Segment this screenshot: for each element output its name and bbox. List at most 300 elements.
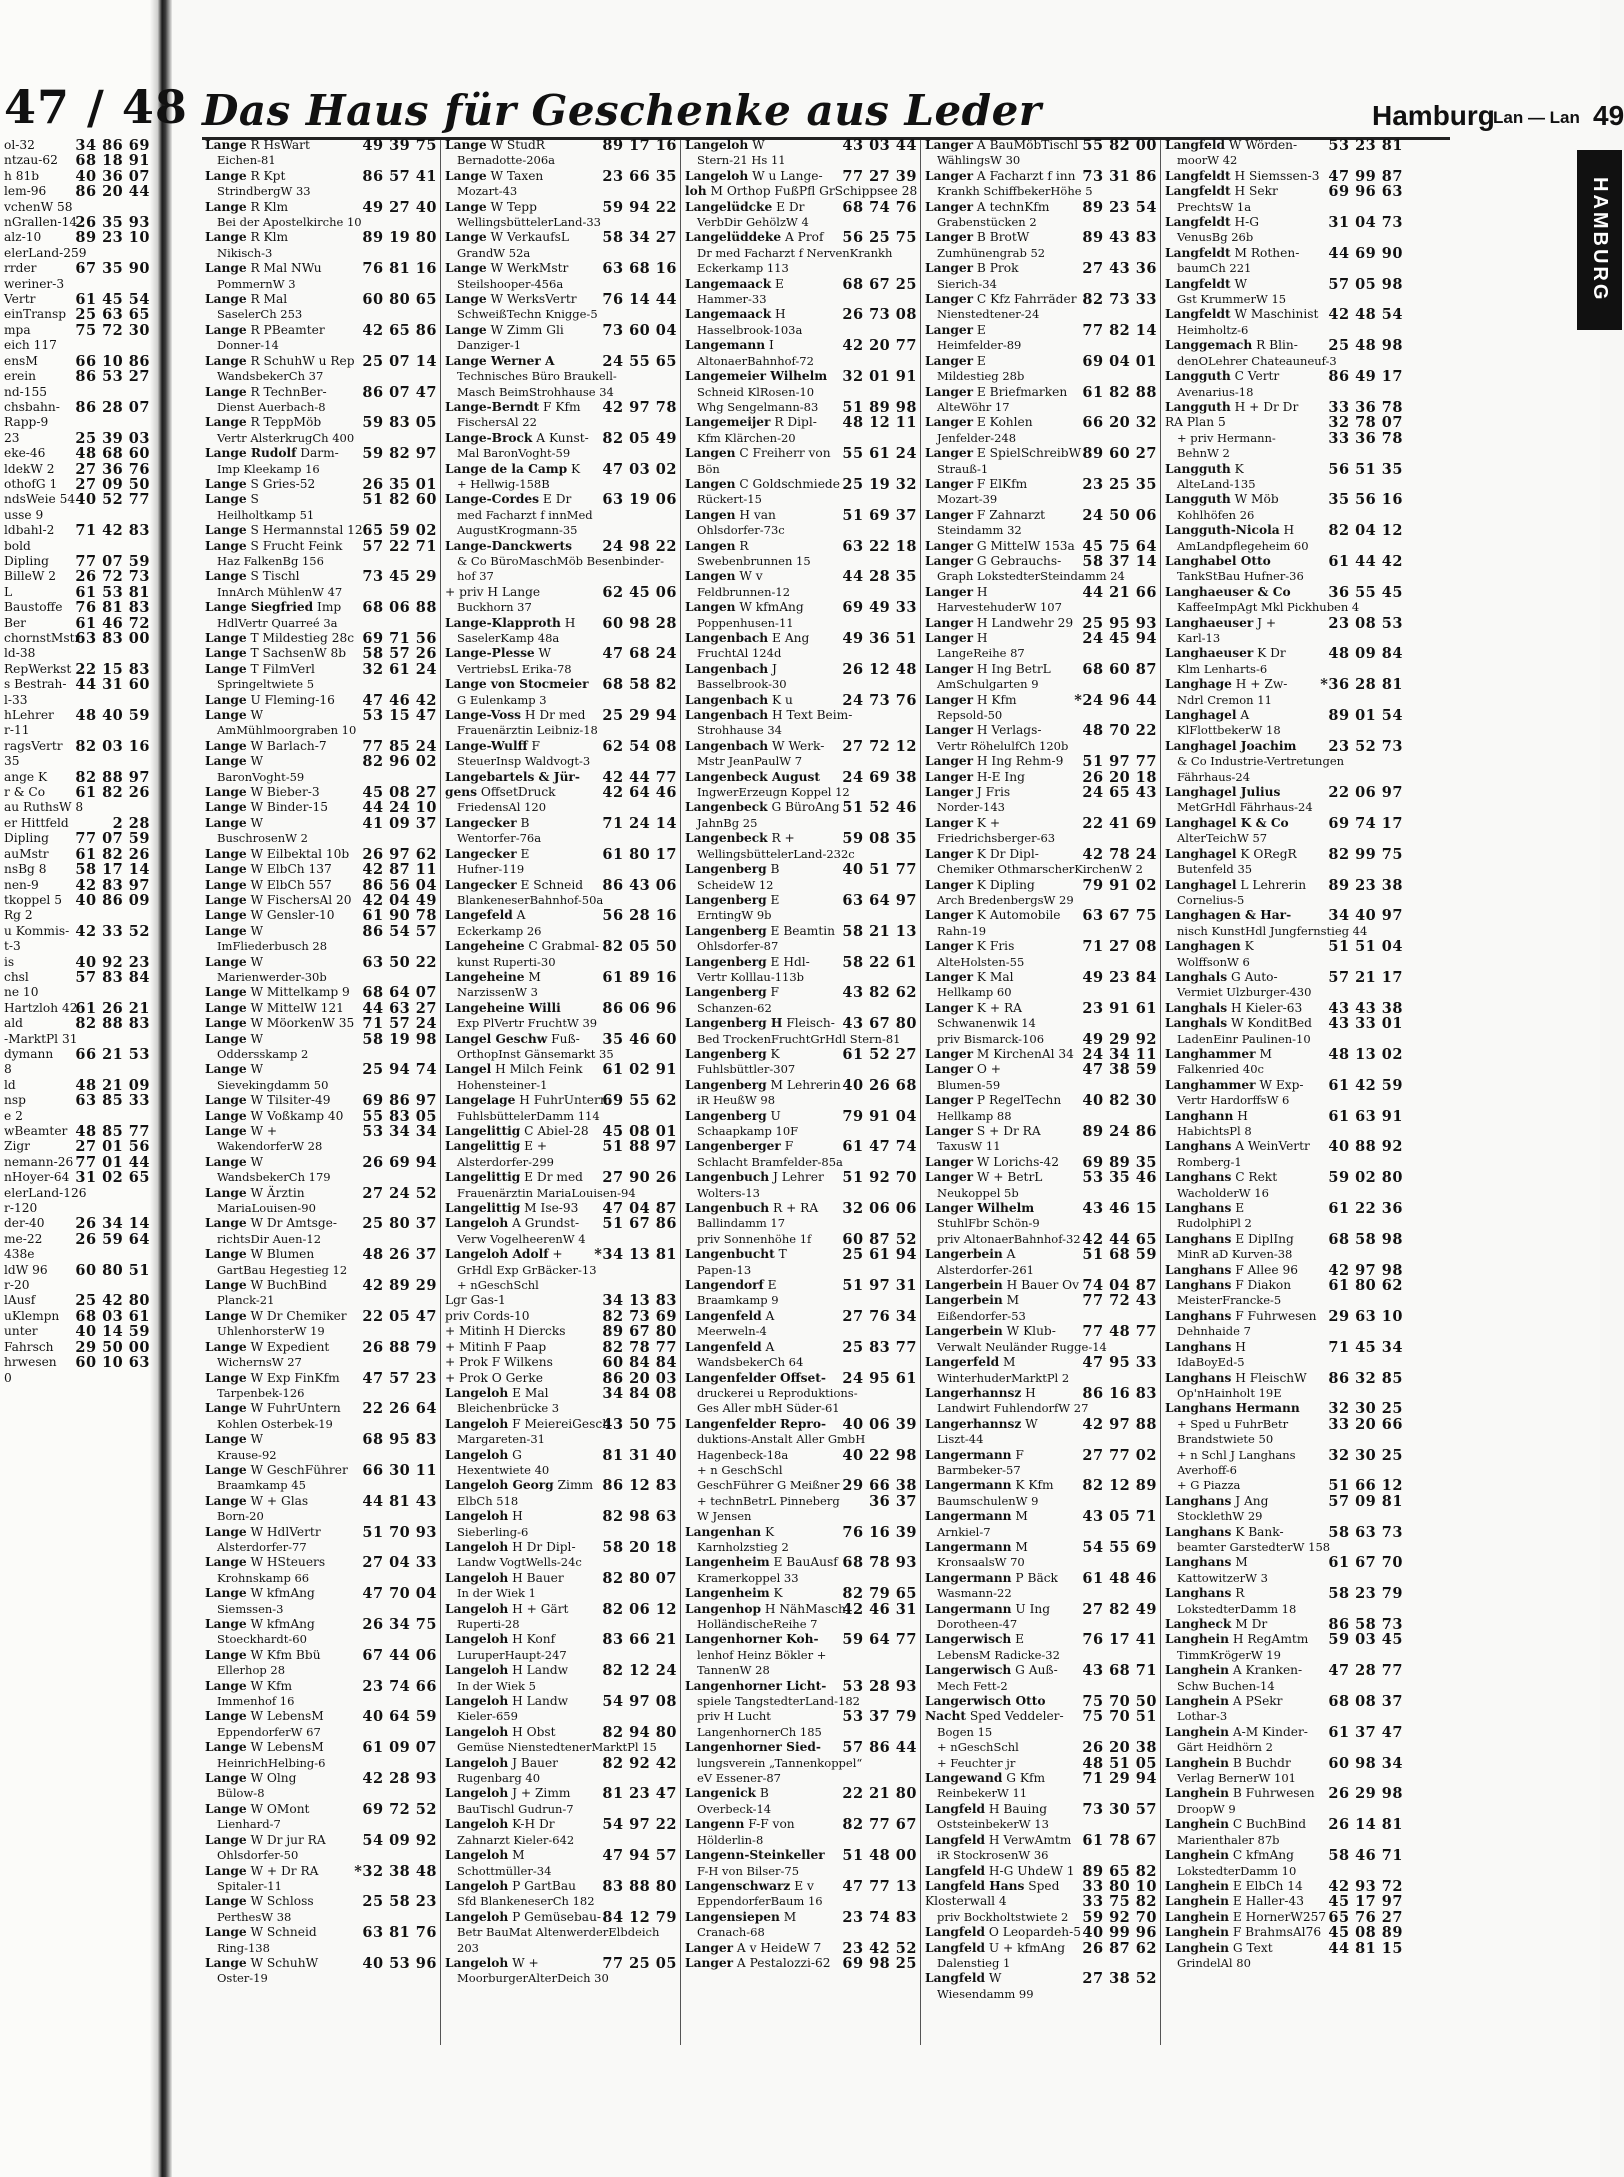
entry-name: Lange xyxy=(205,230,247,245)
column-rule xyxy=(1160,140,1161,2045)
phone-number: 26 35 93 xyxy=(75,214,150,232)
directory-entry xyxy=(445,1879,677,1894)
phone-number: 60 84 84 xyxy=(602,1354,677,1372)
entry-address-line xyxy=(445,1941,677,1956)
entry-name: Lange xyxy=(205,292,247,307)
address-text: Ohlsdorfer-50 xyxy=(217,1848,299,1863)
address-text: Papen-13 xyxy=(697,1262,752,1277)
directory-entry-fragment xyxy=(4,1047,150,1062)
directory-entry-fragment xyxy=(4,816,150,831)
address-text: hof 37 xyxy=(457,569,494,584)
entry-address-line xyxy=(205,1941,437,1956)
entry-name: Lange xyxy=(205,1278,247,1293)
entry-name: Lange xyxy=(205,523,247,538)
directory-entry xyxy=(685,1139,917,1154)
directory-entry-fragment xyxy=(4,1371,150,1386)
entry-details: G Kfm xyxy=(1002,1771,1046,1786)
entry-address-line xyxy=(925,955,1157,970)
directory-entry xyxy=(925,1386,1157,1401)
directory-entry xyxy=(1165,338,1403,353)
phone-number: 61 42 59 xyxy=(1328,1076,1403,1094)
entry-address-line xyxy=(685,1833,917,1848)
entry-details: G MittelW 153a xyxy=(973,538,1075,553)
entry-address-line xyxy=(925,246,1157,261)
phone-number: 86 58 73 xyxy=(1328,1616,1403,1633)
directory-entry xyxy=(925,878,1157,893)
directory-entry-fragment xyxy=(4,970,150,985)
entry-name: Langer xyxy=(925,261,974,276)
phone-number: 61 44 42 xyxy=(1328,552,1403,570)
entry-name: Langer xyxy=(685,1940,734,1955)
address-text: Basselbrook-30 xyxy=(697,677,787,692)
entry-address-line xyxy=(685,1062,917,1077)
entry-name: Langeloh xyxy=(445,1447,509,1462)
entry-name: Langeloh xyxy=(445,1724,509,1739)
phone-number: 82 80 07 xyxy=(602,1569,677,1587)
address-text: Dalenstieg 1 xyxy=(937,1955,1011,1970)
directory-entry xyxy=(205,662,437,677)
address-text: Schaapkamp 10F xyxy=(697,1124,799,1138)
address-text: eV Essener-87 xyxy=(697,1771,781,1786)
entry-name: Langer xyxy=(925,1124,974,1138)
entry-address-line xyxy=(925,677,1157,692)
entry-address-line xyxy=(925,800,1157,815)
entry-details: RA Plan 5 xyxy=(1165,415,1226,430)
phone-number: 36 55 45 xyxy=(1328,583,1403,601)
entry-details: W Bieber-3 xyxy=(246,785,320,800)
entry-text: rrder xyxy=(4,261,37,276)
entry-details: K xyxy=(769,1586,783,1601)
directory-entry xyxy=(205,1494,437,1509)
entry-address-line xyxy=(1165,1956,1403,1971)
directory-entry xyxy=(445,677,677,692)
column-rule xyxy=(920,140,921,2045)
entry-name: Lange-Plesse xyxy=(445,646,535,661)
address-text: Bleichenbrücke 3 xyxy=(457,1401,560,1416)
phone-number: 47 95 33 xyxy=(1082,1354,1157,1372)
entry-details: R xyxy=(1231,1586,1245,1601)
entry-name: Lange-Voss xyxy=(445,708,521,723)
directory-entry xyxy=(925,1925,1157,1940)
phone-number: 82 79 65 xyxy=(842,1585,917,1603)
address-text: MetGrHdl Fährhaus-24 xyxy=(1177,800,1313,815)
entry-name: Langeloh xyxy=(445,1509,509,1524)
phone-number: 59 82 97 xyxy=(362,445,437,463)
entry-details: C Kfz Fahrräder xyxy=(973,292,1077,307)
entry-name: Langfeldt xyxy=(1165,245,1231,260)
entry-details: W WerkMstr xyxy=(486,261,569,276)
entry-text: auMstr xyxy=(4,846,49,861)
entry-details: R xyxy=(735,538,749,553)
address-text: IdaBoyEd-5 xyxy=(1177,1355,1245,1370)
directory-entry xyxy=(925,1201,1157,1216)
directory-entry xyxy=(925,1941,1157,1956)
phone-number: 23 74 66 xyxy=(362,1677,437,1695)
entry-name: Langenbach xyxy=(685,631,769,645)
address-text: JahnBg 25 xyxy=(697,815,758,830)
directory-entry xyxy=(925,754,1157,769)
entry-details: R SchuhW u Rep xyxy=(246,353,355,368)
entry-text: ragsVertr xyxy=(4,738,63,753)
entry-address-line xyxy=(205,1786,437,1801)
address-text: + priv Hermann- xyxy=(1177,430,1276,445)
entry-details: M xyxy=(999,1355,1016,1370)
entry-details: F ElKfm xyxy=(973,476,1028,491)
entry-name: Langelittig xyxy=(445,1124,521,1138)
entry-name: Langenfeld xyxy=(685,1308,762,1323)
entry-details: F BrahmsAl76 xyxy=(1228,1925,1322,1940)
address-text: Planck-21 xyxy=(217,1293,275,1308)
entry-name: Langenheim xyxy=(685,1586,770,1601)
entry-address-line xyxy=(205,1971,437,1986)
entry-name: Langenberg xyxy=(685,862,767,877)
entry-address-line xyxy=(925,307,1157,322)
phone-number: 89 24 86 xyxy=(1082,1123,1157,1140)
entry-address-line xyxy=(205,1848,437,1863)
entry-address-line xyxy=(1165,723,1403,738)
entry-address-line xyxy=(445,1263,677,1278)
address-text: Dorotheen-47 xyxy=(937,1617,1018,1631)
entry-details: C kfmAng xyxy=(1228,1848,1294,1863)
phone-number: 82 88 97 xyxy=(75,768,150,786)
entry-name: Langhaeuser xyxy=(1165,646,1254,661)
directory-entry xyxy=(685,1016,917,1031)
entry-details: Sped xyxy=(1024,1878,1060,1893)
directory-entry xyxy=(685,831,917,846)
entry-name: Langfeld Hans xyxy=(925,1878,1025,1893)
phone-number: 75 70 50 xyxy=(1082,1693,1157,1711)
entry-name: Lange xyxy=(205,1216,247,1231)
phone-number: 42 64 46 xyxy=(602,784,677,802)
entry-address-line xyxy=(1165,1432,1403,1447)
entry-details: Imp xyxy=(313,600,342,615)
phone-number: 63 22 18 xyxy=(842,537,917,555)
phone-number: 60 10 63 xyxy=(75,1354,150,1372)
entry-details: M KirchenAl 34 xyxy=(973,1046,1074,1061)
directory-entry-fragment xyxy=(4,230,150,245)
entry-details: W xyxy=(246,923,264,938)
phone-number: 49 27 40 xyxy=(362,198,437,216)
entry-details: W Tilsiter-49 xyxy=(246,1093,331,1108)
entry-details: H Bauing xyxy=(985,1801,1047,1816)
directory-entry-fragment xyxy=(4,1093,150,1108)
previous-page-number: 47 / 48 xyxy=(4,80,188,134)
directory-entry xyxy=(1165,1663,1403,1678)
directory-entry xyxy=(1165,1879,1403,1894)
entry-name: Lange Rudolf xyxy=(205,446,297,461)
entry-address-line xyxy=(925,1586,1157,1601)
entry-address-line xyxy=(205,939,437,954)
entry-name: Lange xyxy=(205,1339,247,1354)
entry-details: K Dipling xyxy=(973,877,1035,892)
phone-number: 23 25 35 xyxy=(1082,475,1157,493)
entry-address-line xyxy=(445,1740,677,1755)
entry-text: ld-38 xyxy=(4,646,36,661)
directory-entry xyxy=(205,477,437,492)
address-text: Bogen 15 xyxy=(937,1724,993,1739)
entry-name: Langer xyxy=(925,877,974,892)
address-text: Sievekingdamm 50 xyxy=(217,1077,329,1092)
entry-details: E Dr med xyxy=(520,1170,583,1185)
address-text: Danziger-1 xyxy=(457,338,522,353)
directory-entry xyxy=(1165,523,1403,538)
directory-entry xyxy=(685,184,917,199)
phone-number: 59 08 35 xyxy=(842,830,917,848)
phone-number: 40 92 23 xyxy=(75,953,150,971)
directory-entry xyxy=(1165,215,1403,230)
entry-address-line xyxy=(925,400,1157,415)
entry-details: F xyxy=(780,1139,794,1154)
entry-name: Lange xyxy=(205,569,247,584)
entry-details: W Dr jur RA xyxy=(246,1832,326,1847)
directory-entry xyxy=(925,1293,1157,1308)
entry-name: Langer xyxy=(925,631,974,645)
address-text: LangenhornerCh 185 xyxy=(697,1724,822,1739)
entry-text: BilleW 2 xyxy=(4,569,57,584)
directory-entry-fragment xyxy=(4,831,150,846)
phone-number: 76 16 39 xyxy=(842,1523,917,1541)
entry-address-line xyxy=(445,446,677,461)
entry-details: Klosterwall 4 xyxy=(925,1894,1007,1909)
phone-number: 47 38 59 xyxy=(1082,1061,1157,1079)
phone-number: 58 46 71 xyxy=(1328,1847,1403,1865)
entry-name: Langer xyxy=(925,553,974,568)
entry-details: + xyxy=(548,1247,563,1262)
entry-name: Lange xyxy=(205,877,247,892)
phone-number: 53 35 46 xyxy=(1082,1169,1157,1187)
entry-name: Lange xyxy=(205,322,247,337)
entry-text: vchenW 58 xyxy=(4,199,73,214)
phone-number: 68 08 37 xyxy=(1328,1693,1403,1711)
directory-entry xyxy=(925,616,1157,631)
entry-details: A BauMöbTischl xyxy=(973,138,1079,152)
directory-entry xyxy=(205,631,437,646)
directory-entry xyxy=(925,585,1157,600)
entry-address-line xyxy=(1165,893,1403,908)
address-text: Overbeck-14 xyxy=(697,1801,772,1816)
directory-entry xyxy=(445,1293,677,1308)
entry-name: Langer xyxy=(925,199,974,214)
address-text: HolländischeReihe 7 xyxy=(697,1617,818,1631)
address-text: Barmbeker-57 xyxy=(937,1462,1021,1477)
address-text: & Co BüroMaschMöb Besenbinder- xyxy=(457,553,665,568)
phone-number: 47 03 02 xyxy=(602,460,677,478)
entry-name: Langenhop xyxy=(685,1601,761,1616)
entry-address-line xyxy=(685,1263,917,1278)
phone-number: 58 22 61 xyxy=(842,953,917,971)
phone-number: 47 28 77 xyxy=(1328,1662,1403,1680)
entry-details: E DiplIng xyxy=(1231,1231,1294,1246)
entry-name: Lange xyxy=(445,230,487,245)
entry-details: J Fris xyxy=(973,785,1011,800)
directory-entry xyxy=(445,770,677,785)
directory-entry xyxy=(205,1432,437,1447)
directory-entry xyxy=(445,939,677,954)
directory-entry xyxy=(925,554,1157,569)
directory-entry xyxy=(205,1309,437,1324)
entry-details: E Dr xyxy=(772,199,805,214)
directory-entry xyxy=(1165,1401,1403,1416)
entry-name: Langhein xyxy=(1165,1663,1229,1678)
directory-entry xyxy=(1165,1848,1403,1863)
entry-text: nsBg 8 xyxy=(4,862,47,877)
phone-number: 61 37 47 xyxy=(1328,1723,1403,1741)
phone-number: 51 97 31 xyxy=(842,1277,917,1295)
phone-number: 75 70 51 xyxy=(1082,1708,1157,1726)
entry-name: Langer xyxy=(925,168,974,183)
entry-details: P GartBau xyxy=(508,1878,576,1893)
phone-number: 77 25 05 xyxy=(602,1954,677,1972)
directory-entry-fragment xyxy=(4,153,150,168)
entry-address-line xyxy=(925,1401,1157,1416)
directory-entry xyxy=(205,385,437,400)
entry-details: A-M Kinder- xyxy=(1228,1724,1308,1739)
directory-entry xyxy=(205,1771,437,1786)
directory-entry xyxy=(685,693,917,708)
phone-number: 22 41 69 xyxy=(1082,814,1157,832)
entry-name: Langhagel K & Co xyxy=(1165,815,1289,830)
directory-entry xyxy=(925,1879,1157,1894)
entry-details: W xyxy=(748,138,765,152)
phone-number: 69 55 62 xyxy=(602,1092,677,1110)
entry-details: Lgr Gas-1 xyxy=(445,1293,506,1308)
address-text: Imp Kleekamp 16 xyxy=(217,461,320,476)
phone-number: 43 46 15 xyxy=(1082,1200,1157,1218)
entry-address-line xyxy=(445,631,677,646)
entry-name: Lange xyxy=(205,1740,247,1755)
entry-details: W BuchBind xyxy=(246,1278,327,1293)
entry-name: Langeloh xyxy=(445,1216,509,1231)
directory-entry-fragment xyxy=(4,1355,150,1370)
address-text: Ndrl Cremon 11 xyxy=(1177,692,1272,707)
phone-number: 25 19 32 xyxy=(842,475,917,493)
phone-number: 67 44 06 xyxy=(362,1646,437,1664)
directory-entry xyxy=(685,955,917,970)
phone-number: 44 21 66 xyxy=(1082,583,1157,601)
phone-number: 44 28 35 xyxy=(842,568,917,586)
directory-entry xyxy=(445,785,677,800)
entry-details: W Tepp xyxy=(486,199,537,214)
entry-details: M xyxy=(524,969,541,984)
address-text: KlFlottbekerW 18 xyxy=(1177,723,1281,738)
address-text: Fuhlsbüttler-307 xyxy=(697,1062,796,1077)
entry-details: C BuchBind xyxy=(1228,1817,1307,1832)
entry-address-line xyxy=(205,184,437,199)
entry-name: Langfeldt xyxy=(1165,184,1231,199)
directory-entry xyxy=(925,631,1157,646)
directory-entry xyxy=(1165,277,1403,292)
entry-address-line xyxy=(205,677,437,692)
address-text: Ruperti-28 xyxy=(457,1617,520,1631)
directory-entry-fragment xyxy=(4,307,150,322)
entry-details: M Ise-93 xyxy=(520,1201,579,1216)
entry-text: wBeamter xyxy=(4,1124,68,1138)
entry-details: H xyxy=(560,615,576,630)
directory-entry xyxy=(445,1324,677,1339)
phone-number: 86 49 17 xyxy=(1328,368,1403,386)
directory-entry xyxy=(1165,184,1403,199)
entry-text: Dipling xyxy=(4,831,49,846)
entry-details: K + xyxy=(973,815,1001,830)
directory-entry-fragment xyxy=(4,246,150,261)
directory-entry xyxy=(205,646,437,661)
directory-entry xyxy=(445,847,677,862)
entry-details: + priv H Lange xyxy=(445,584,541,599)
entry-name: Lange xyxy=(205,384,247,399)
address-text: OrthopInst Gänsemarkt 35 xyxy=(457,1046,614,1061)
address-text: lungsverein „Tannenkoppel“ xyxy=(697,1755,863,1770)
entry-name: Langeloh xyxy=(445,1786,509,1801)
directory-entry xyxy=(205,800,437,815)
entry-details: W Eilbektal 10b xyxy=(246,846,350,861)
phone-number: 34 84 08 xyxy=(602,1384,677,1402)
address-text: Vermiet Ulzburger-430 xyxy=(1177,985,1312,1000)
directory-entry xyxy=(925,816,1157,831)
phone-number: 49 36 51 xyxy=(842,630,917,647)
phone-number: 61 46 72 xyxy=(75,614,150,632)
entry-details: K xyxy=(1240,939,1254,954)
entry-name: Lange xyxy=(205,261,247,276)
phone-number: 86 16 83 xyxy=(1082,1384,1157,1402)
directory-entry xyxy=(925,1663,1157,1678)
entry-name: Langfeld xyxy=(925,1801,985,1816)
entry-details: J + xyxy=(1253,615,1277,630)
directory-entry-fragment xyxy=(4,585,150,600)
phone-number: 82 88 83 xyxy=(75,1015,150,1033)
directory-entry-fragment xyxy=(4,1263,150,1278)
directory-entry-fragment xyxy=(4,138,150,153)
directory-column-4 xyxy=(925,138,1157,2002)
phone-number: 79 91 04 xyxy=(842,1107,917,1125)
entry-details: H Siemssen-3 xyxy=(1230,168,1320,183)
entry-address-line xyxy=(205,1139,437,1154)
directory-entry xyxy=(445,1817,677,1832)
entry-name: Langguth xyxy=(1165,492,1231,507)
directory-entry xyxy=(445,1170,677,1185)
address-text: Bed TrockenFruchtGrHdl Stern-81 xyxy=(697,1031,901,1046)
entry-address-line xyxy=(445,600,677,615)
address-text: + nGeschSchl xyxy=(937,1740,1019,1755)
address-text: GrindelAl 80 xyxy=(1177,1955,1251,1970)
address-text: BlankeneserBahnhof-50a xyxy=(457,892,604,907)
entry-details: R Klm xyxy=(246,199,289,214)
entry-details: W kfmAng xyxy=(735,600,804,615)
address-text: FischersAl 22 xyxy=(457,415,537,430)
phone-number: 49 29 92 xyxy=(1082,1030,1157,1048)
address-text: BaumschulenW 9 xyxy=(937,1493,1039,1508)
book-gutter xyxy=(150,0,172,2177)
entry-name: Langenbach xyxy=(685,738,769,753)
directory-entry xyxy=(925,1971,1157,1986)
entry-address-line xyxy=(925,215,1157,230)
entry-name: Langhein xyxy=(1165,1724,1229,1739)
phone-number: 60 87 52 xyxy=(842,1230,917,1248)
phone-number: 23 52 73 xyxy=(1328,737,1403,755)
entry-address-line xyxy=(1165,1124,1403,1139)
phone-number: 26 20 38 xyxy=(1082,1739,1157,1757)
phone-number: 27 01 56 xyxy=(75,1138,150,1156)
entry-address-line xyxy=(1165,292,1403,307)
directory-entry xyxy=(925,1001,1157,1016)
address-text: Landw VogtWells-24c xyxy=(457,1555,582,1570)
phone-number: 22 26 64 xyxy=(362,1400,437,1418)
entry-address-line xyxy=(445,1833,677,1848)
entry-details: E xyxy=(973,322,986,337)
entry-address-line xyxy=(205,1232,437,1247)
entry-address-line xyxy=(1165,446,1403,461)
entry-details: J Lehrer xyxy=(769,1170,824,1185)
entry-name: Lange xyxy=(445,261,487,276)
